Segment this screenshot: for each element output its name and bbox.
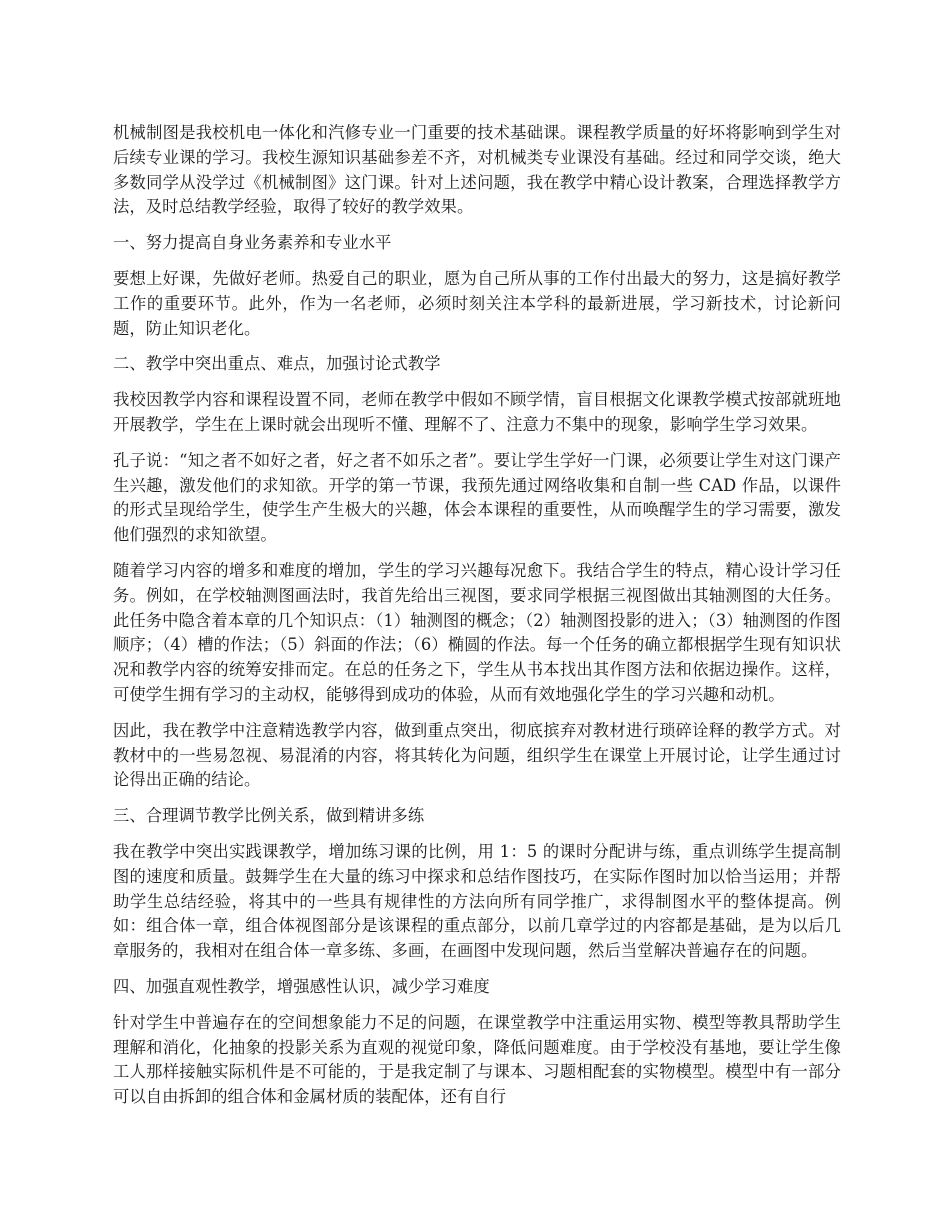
section-2-paragraph-2: 孔子说：“知之者不如好之者，好之者不如乐之者”。要让学生学好一门课，必须要让学生对这门课产生兴趣，激发他们的求知欲。开学的第一节课，我预先通过网络收集和自制一些 CAD 作品，以课件的形式呈现给学生，使学生产生极大的兴趣，体会本课程的重要性，从而唤醒学生的学习需要，激发他们强烈的求知欲望。 <box>113 450 841 545</box>
document-body <box>113 121 841 1121</box>
section-4-paragraph: 针对学生中普遍存在的空间想象能力不足的问题，在课堂教学中注重运用实物、模型等教具帮助学生理解和消化，化抽象的投影关系为直观的视觉印象，降低问题难度。由于学校没有基地，要让学生像工人那样接触实际机件是不可能的，于是我定制了与课本、习题相配套的实物模型。模型中有一部分可以自由拆卸的组合体和金属材质的装配体，还有自行 <box>113 1012 841 1107</box>
intro-paragraph: 机械制图是我校机电一体化和汽修专业一门重要的技术基础课。课程教学质量的好坏将影响到学生对后续专业课的学习。我校生源知识基础参差不齐，对机械类专业课没有基础。经过和同学交谈，绝大多数同学从没学过《机械制图》这门课。针对上述问题，我在教学中精心设计教案，合理选择教学方法，及时总结教学经验，取得了较好的教学效果。 <box>113 123 841 217</box>
section-2-paragraph-4: 因此，我在教学中注意精选教学内容，做到重点突出，彻底摈弃对教材进行琐碎诠释的教学方式。对教材中的一些易忽视、易混淆的内容，将其转化为问题，组织学生在课堂上开展讨论，让学生通过讨论得出正确的结论。 <box>113 720 841 790</box>
section-2-paragraph-3: 随着学习内容的增多和难度的增加，学生的学习兴趣每况愈下。我结合学生的特点，精心设计学习任务。例如，在学校轴测图画法时，我首先给出三视图，要求同学根据三视图做出其轴测图的大任务。此任务中隐含着本章的几个知识点：（1）轴测图的概念；（2）轴测图投影的进入；（3）轴测图的作图顺序；（4）槽的作法；（5）斜面的作法；（6）椭圆的作法。每一个任务的确立都根据学生现有知识状况和教学内容的统筹安排而定。在总的任务之下，学生从书本找出其作图方法和依据边操作。这样，可使学生拥有学习的主动权，能够得到成功的体验，从而有效地强化学生的学习兴趣和动机。 <box>113 560 841 704</box>
section-heading-1: 一、努力提高自身业务素养和专业水平 <box>113 233 392 253</box>
section-1-paragraph: 要想上好课，先做好老师。热爱自己的职业，愿为自己所从事的工作付出最大的努力，这是搞好教学工作的重要环节。此外，作为一名老师，必须时刻关注本学科的最新进展，学习新技术，讨论新问题，防止知识老化。 <box>113 268 841 338</box>
section-heading-3: 三、合理调节教学比例关系，做到精讲多练 <box>113 806 425 826</box>
section-2-paragraph-1: 我校因教学内容和课程设置不同，老师在教学中假如不顾学情，盲目根据文化课教学模式按部就班地开展教学，学生在上课时就会出现听不懂、理解不了、注意力不集中的现象，影响学生学习效果。 <box>113 390 841 434</box>
section-heading-4: 四、加强直观性教学，增强感性认识，减少学习难度 <box>113 976 490 996</box>
section-3-paragraph: 我在教学中突出实践课教学，增加练习课的比例，用 1：5 的课时分配讲与练，重点训练学生提高制图的速度和质量。鼓舞学生在大量的练习中探求和总结作图技巧，在实际作图时加以恰当运用；并帮助学生总结经验，将其中的一些具有规律性的方法向所有同学推广，求得制图水平的整体提高。例如：组合体一章，组合体视图部分是该课程的重点部分，以前几章学过的内容都是基础，是为以后几章服务的，我相对在组合体一章多练、多画，在画图中发现问题，然后当堂解决普遍存在的问题。 <box>113 841 841 961</box>
section-heading-2: 二、教学中突出重点、难点，加强讨论式教学 <box>113 354 441 374</box>
